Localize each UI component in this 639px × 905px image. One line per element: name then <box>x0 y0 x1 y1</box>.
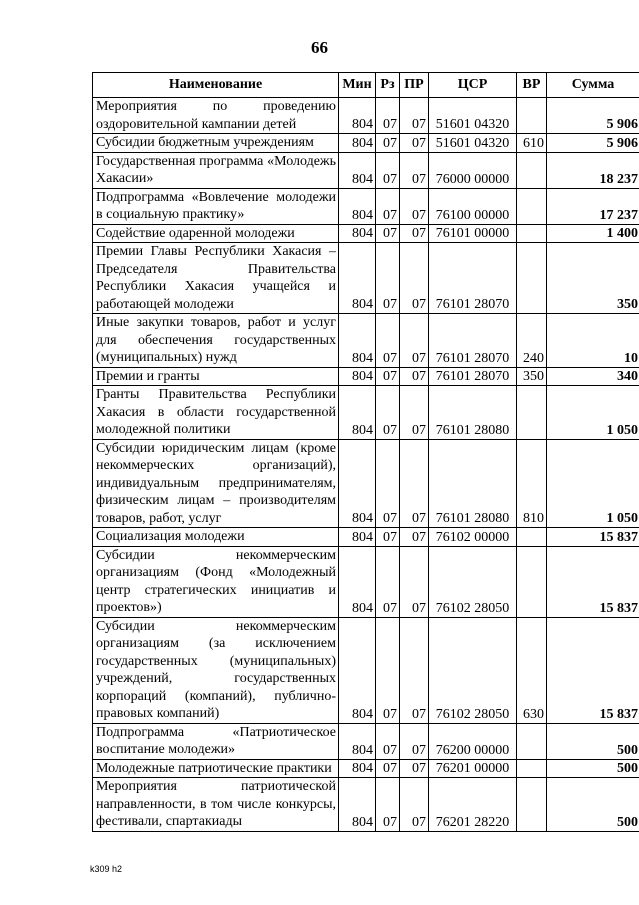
cell-vr: 810 <box>517 439 547 528</box>
cell-name: Мероприятия по проведению оздоровительной кампании детей <box>93 98 339 134</box>
cell-rz: 07 <box>376 546 400 617</box>
cell-vr: 240 <box>517 314 547 368</box>
cell-csr: 76102 00000 <box>429 528 517 547</box>
cell-sum: 500 <box>547 759 639 778</box>
cell-min: 804 <box>339 367 376 386</box>
cell-sum: 1 400 <box>547 224 639 243</box>
cell-pr: 07 <box>400 152 429 188</box>
cell-pr: 07 <box>400 314 429 368</box>
cell-min: 804 <box>339 617 376 723</box>
header-sum: Сумма <box>547 73 639 98</box>
cell-min: 804 <box>339 778 376 832</box>
cell-min: 804 <box>339 723 376 759</box>
cell-rz: 07 <box>376 152 400 188</box>
cell-vr <box>517 386 547 440</box>
table-row <box>93 546 639 617</box>
cell-name: Подпрограмма «Вовлечение молодежи в социальную практику» <box>93 188 339 224</box>
header-rz: Рз <box>376 73 400 98</box>
cell-sum: 340 <box>547 367 639 386</box>
cell-rz: 07 <box>376 314 400 368</box>
table-row <box>93 386 639 440</box>
cell-pr: 07 <box>400 528 429 547</box>
cell-min: 804 <box>339 386 376 440</box>
cell-min: 804 <box>339 188 376 224</box>
cell-vr <box>517 243 547 314</box>
cell-name: Гранты Правительства Республики Хакасия в области государственной молодежной политики <box>93 386 339 440</box>
cell-rz: 07 <box>376 439 400 528</box>
cell-sum: 1 050 <box>547 386 639 440</box>
cell-min: 804 <box>339 528 376 547</box>
cell-rz: 07 <box>376 778 400 832</box>
cell-sum: 5 906 <box>547 98 639 134</box>
cell-csr: 76101 28070 <box>429 243 517 314</box>
cell-csr: 51601 04320 <box>429 134 517 153</box>
cell-sum: 15 837 <box>547 617 639 723</box>
cell-vr: 630 <box>517 617 547 723</box>
table-row <box>93 778 639 832</box>
cell-sum: 500 <box>547 723 639 759</box>
cell-pr: 07 <box>400 188 429 224</box>
cell-min: 804 <box>339 546 376 617</box>
cell-rz: 07 <box>376 188 400 224</box>
cell-min: 804 <box>339 152 376 188</box>
cell-min: 804 <box>339 243 376 314</box>
header-pr: ПР <box>400 73 429 98</box>
cell-vr <box>517 546 547 617</box>
cell-rz: 07 <box>376 367 400 386</box>
table-row <box>93 188 639 224</box>
cell-rz: 07 <box>376 243 400 314</box>
cell-pr: 07 <box>400 386 429 440</box>
cell-csr: 76101 28070 <box>429 314 517 368</box>
table-row <box>93 98 639 134</box>
cell-csr: 76200 00000 <box>429 723 517 759</box>
cell-sum: 5 906 <box>547 134 639 153</box>
cell-sum: 15 837 <box>547 546 639 617</box>
cell-csr: 76102 28050 <box>429 546 517 617</box>
cell-min: 804 <box>339 224 376 243</box>
cell-vr <box>517 528 547 547</box>
cell-name: Подпрограмма «Патриотическое воспитание молодежи» <box>93 723 339 759</box>
cell-vr <box>517 723 547 759</box>
cell-rz: 07 <box>376 528 400 547</box>
cell-rz: 07 <box>376 98 400 134</box>
cell-csr: 76101 28070 <box>429 367 517 386</box>
cell-pr: 07 <box>400 617 429 723</box>
cell-vr <box>517 98 547 134</box>
table-header-row <box>93 73 639 98</box>
cell-rz: 07 <box>376 723 400 759</box>
cell-vr <box>517 188 547 224</box>
cell-vr: 610 <box>517 134 547 153</box>
cell-sum: 500 <box>547 778 639 832</box>
cell-sum: 350 <box>547 243 639 314</box>
header-min: Мин <box>339 73 376 98</box>
cell-vr <box>517 778 547 832</box>
cell-name: Субсидии бюджетным учреждениям <box>93 134 339 153</box>
table-body <box>93 98 639 832</box>
cell-csr: 76201 28220 <box>429 778 517 832</box>
cell-pr: 07 <box>400 439 429 528</box>
cell-pr: 07 <box>400 243 429 314</box>
table-row <box>93 367 639 386</box>
table-row <box>93 314 639 368</box>
cell-rz: 07 <box>376 617 400 723</box>
cell-name: Содействие одаренной молодежи <box>93 224 339 243</box>
cell-name: Иные закупки товаров, работ и услуг для обеспечения государственных (муниципальных) нужд <box>93 314 339 368</box>
cell-min: 804 <box>339 314 376 368</box>
cell-csr: 76101 28080 <box>429 386 517 440</box>
cell-sum: 18 237 <box>547 152 639 188</box>
cell-csr: 76100 00000 <box>429 188 517 224</box>
cell-pr: 07 <box>400 98 429 134</box>
cell-name: Мероприятия патриотической направленности, в том числе конкурсы, фестивали, спартакиады <box>93 778 339 832</box>
cell-pr: 07 <box>400 546 429 617</box>
cell-name: Премии и гранты <box>93 367 339 386</box>
cell-rz: 07 <box>376 386 400 440</box>
cell-name: Государственная программа «Молодежь Хакасии» <box>93 152 339 188</box>
cell-name: Субсидии некоммерческим организациям (Фонд «Молодежный центр стратегических инициатив и проектов») <box>93 546 339 617</box>
cell-rz: 07 <box>376 134 400 153</box>
cell-min: 804 <box>339 759 376 778</box>
cell-csr: 51601 04320 <box>429 98 517 134</box>
table-row <box>93 723 639 759</box>
table-row <box>93 528 639 547</box>
cell-csr: 76101 28080 <box>429 439 517 528</box>
cell-name: Субсидии некоммерческим организациям (за исключением государственных (муниципальных) учреждений, государственных корпораций (компаний), публично-правовых компаний) <box>93 617 339 723</box>
cell-vr: 350 <box>517 367 547 386</box>
footer-code: k309 h2 <box>90 864 123 874</box>
table-row <box>93 439 639 528</box>
cell-sum: 17 237 <box>547 188 639 224</box>
cell-pr: 07 <box>400 134 429 153</box>
cell-pr: 07 <box>400 723 429 759</box>
table-row <box>93 134 639 153</box>
cell-name: Премии Главы Республики Хакасия – Председателя Правительства Республики Хакасия учащейся и работающей молодежи <box>93 243 339 314</box>
cell-min: 804 <box>339 134 376 153</box>
header-name: Наименование <box>93 73 339 98</box>
table-row <box>93 759 639 778</box>
cell-sum: 15 837 <box>547 528 639 547</box>
cell-name: Социализация молодежи <box>93 528 339 547</box>
cell-name: Субсидии юридическим лицам (кроме некоммерческих организаций), индивидуальным предпринимателям, физическим лицам – производителям товаров, работ, услуг <box>93 439 339 528</box>
table-row <box>93 243 639 314</box>
cell-name: Молодежные патриотические практики <box>93 759 339 778</box>
cell-csr: 76102 28050 <box>429 617 517 723</box>
cell-pr: 07 <box>400 759 429 778</box>
cell-sum: 10 <box>547 314 639 368</box>
table-row <box>93 152 639 188</box>
table-row <box>93 224 639 243</box>
cell-vr <box>517 152 547 188</box>
header-vr: ВР <box>517 73 547 98</box>
cell-pr: 07 <box>400 778 429 832</box>
cell-min: 804 <box>339 98 376 134</box>
cell-vr <box>517 759 547 778</box>
cell-rz: 07 <box>376 224 400 243</box>
page-number: 66 <box>311 38 328 57</box>
cell-min: 804 <box>339 439 376 528</box>
cell-rz: 07 <box>376 759 400 778</box>
budget-table <box>92 72 639 832</box>
cell-csr: 76201 00000 <box>429 759 517 778</box>
cell-csr: 76101 00000 <box>429 224 517 243</box>
cell-pr: 07 <box>400 224 429 243</box>
cell-sum: 1 050 <box>547 439 639 528</box>
cell-csr: 76000 00000 <box>429 152 517 188</box>
cell-pr: 07 <box>400 367 429 386</box>
cell-vr <box>517 224 547 243</box>
table-row <box>93 617 639 723</box>
header-csr: ЦСР <box>429 73 517 98</box>
